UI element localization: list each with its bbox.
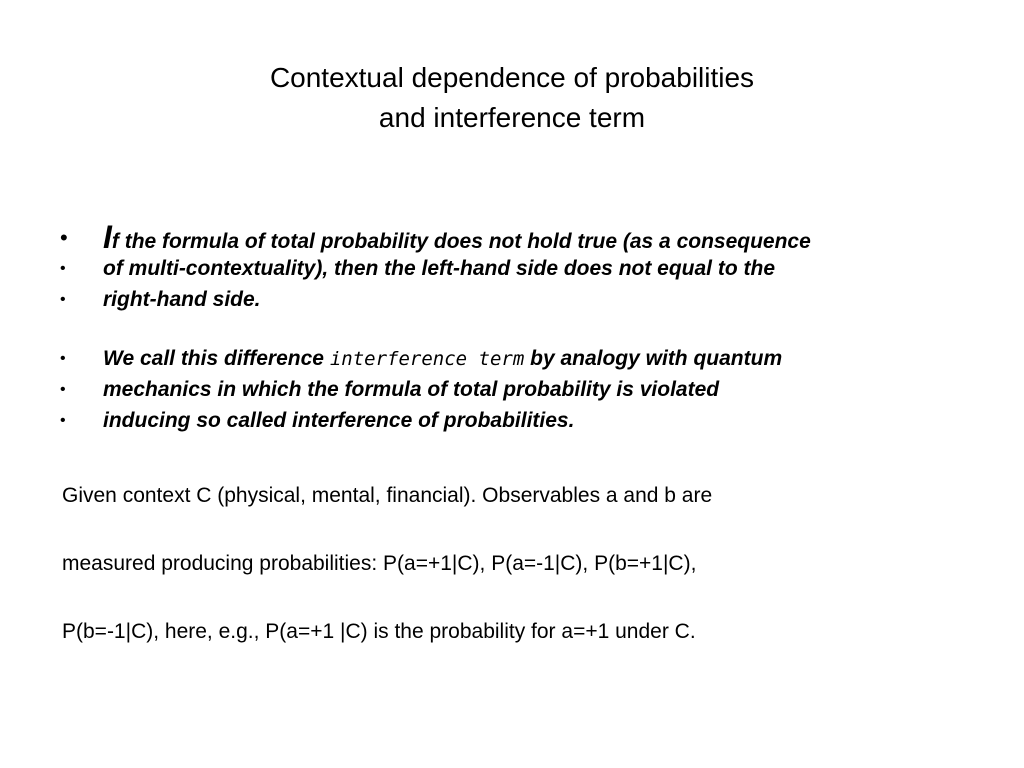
bullet-text-before: We call this difference	[103, 347, 330, 370]
bullet-item	[60, 284, 1000, 315]
bullet-text: inducing so called interference of probabilities.	[103, 409, 575, 432]
slide-title	[0, 58, 1024, 138]
title-line-1: Contextual dependence of probabilities	[269, 62, 755, 93]
bullet-gap	[60, 315, 1000, 343]
bullet-text: of multi-contextuality), then the left-hand side does not equal to the	[103, 257, 776, 280]
title-line-2: and interference term	[378, 102, 646, 133]
bullet-dot: •	[60, 412, 66, 429]
bullet-text: mechanics in which the formula of total probability is violated	[103, 378, 720, 401]
bullet-dot: •	[60, 260, 66, 277]
bullet-dot: •	[60, 381, 66, 398]
bullet-list	[60, 219, 1000, 436]
bullet-text-after: by analogy with quantum	[524, 347, 783, 370]
bullet-text: right-hand side.	[103, 288, 261, 311]
paragraph-context: Given context C (physical, mental, financial). Observables a and b are	[62, 484, 713, 507]
bullet-item	[60, 374, 1000, 405]
bullet-initial: I	[103, 219, 112, 255]
paragraph-example: P(b=-1|C), here, e.g., P(a=+1 |C) is the probability for a=+1 under C.	[62, 620, 696, 643]
bullet-item	[60, 219, 1000, 255]
bullet-text	[103, 343, 782, 375]
bullet-dot: •	[60, 225, 68, 250]
bullet-dot: •	[60, 291, 66, 308]
interference-term: interference term	[329, 348, 525, 370]
paragraph-probabilities: measured producing probabilities: P(a=+1|C), P(a=-1|C), P(b=+1|C),	[62, 552, 697, 575]
bullet-text-rest: f the formula of total probability does not hold true (as a consequence	[111, 230, 811, 253]
bullet-text	[103, 219, 811, 257]
bullet-item	[60, 405, 1000, 436]
bullet-item	[60, 253, 1000, 284]
bullet-dot: •	[60, 350, 66, 367]
bullet-item	[60, 343, 1000, 374]
